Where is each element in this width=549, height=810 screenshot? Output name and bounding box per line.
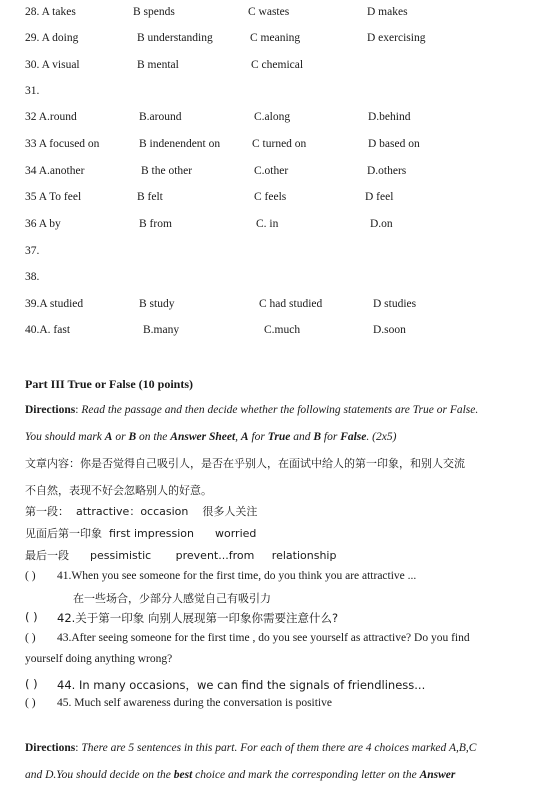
answer-blank[interactable]: ( )	[25, 632, 36, 644]
option-b: B study	[139, 298, 175, 310]
question-text: 42.关于第一印象 向别人展现第一印象你需要注意什么?	[57, 611, 339, 625]
option-b: B.around	[139, 111, 182, 123]
option-n: 40.A. fast	[25, 324, 71, 336]
option-n: 37.	[25, 245, 40, 257]
note-paragraph1: 第一段： attractive：occasion 很多人关注	[25, 505, 258, 518]
question-text: 45. Much self awareness during the conversation is positive	[57, 697, 332, 709]
part3-directions-line2: You should mark A or B on the Answer Sheet, A for True and B for False. (2x5)	[25, 431, 397, 443]
option-c: C.along	[254, 111, 291, 123]
option-d: D studies	[373, 298, 417, 310]
option-n: 32 A.round	[25, 111, 77, 123]
option-b: B from	[139, 218, 172, 230]
option-n: 35 A To feel	[25, 191, 82, 203]
option-b: B understanding	[137, 32, 213, 44]
option-d: D.others	[367, 165, 407, 177]
option-n: 31.	[25, 85, 40, 97]
directions-label: Directions	[25, 742, 76, 754]
option-c: C chemical	[251, 59, 304, 71]
answer-blank[interactable]: ( )	[25, 610, 38, 624]
option-b: B mental	[137, 59, 179, 71]
option-b: B.many	[143, 324, 180, 336]
option-c: C wastes	[248, 6, 290, 18]
option-b: B felt	[137, 191, 163, 203]
option-d: D based on	[368, 138, 420, 150]
question-text: 43.After seeing someone for the first time , do you see yourself as attractive? Do you find	[57, 632, 470, 644]
option-c: C.much	[264, 324, 301, 336]
option-d: D feel	[365, 191, 394, 203]
part3-directions-line1: Directions: Read the passage and then decide whether the following statements are True or False.	[25, 404, 479, 416]
option-c: C turned on	[252, 138, 307, 150]
answer-blank[interactable]: ( )	[25, 697, 36, 709]
option-n: 38.	[25, 271, 40, 283]
answer-blank[interactable]: ( )	[25, 677, 38, 691]
part3-heading: Part III True or False (10 points)	[25, 377, 193, 391]
note-first-impression: 见面后第一印象 first impression worried	[25, 527, 257, 540]
option-c: C.other	[254, 165, 289, 177]
option-n: 39.A studied	[25, 298, 84, 310]
chinese-summary-line2: 不自然，表现不好会忽略别人的好意。	[25, 484, 212, 497]
option-d: D.soon	[373, 324, 406, 336]
answer-blank[interactable]: ( )	[25, 570, 36, 582]
option-n: 29. A doing	[25, 32, 79, 44]
option-c: C had studied	[259, 298, 323, 310]
option-n: 34 A.another	[25, 165, 85, 177]
question-text: 41.When you see someone for the first time, do you think you are attractive ...	[57, 570, 417, 582]
option-n: 28. A takes	[25, 6, 76, 18]
option-b: B indenendent on	[139, 138, 221, 150]
directions-text: There are 5 sentences in this part. For each of them there are 4 choices marked A,B,C	[81, 742, 477, 754]
q41-chinese-note: 在一些场合，少部分人感觉自己有吸引力	[73, 592, 271, 605]
option-n: 30. A visual	[25, 59, 80, 71]
chinese-summary-line1: 文章内容：你是否觉得自己吸引人，是否在乎别人，在面试中给人的第一印象，和别人交流	[25, 457, 465, 470]
option-n: 36 A by	[25, 218, 61, 230]
question-text: 44. In many occasions，we can find the signals of friendliness...	[57, 678, 426, 692]
directions-label: Directions	[25, 404, 76, 416]
option-d: D exercising	[367, 32, 426, 44]
option-b: B the other	[141, 165, 193, 177]
option-d: D.on	[370, 218, 393, 230]
option-d: D.behind	[368, 111, 411, 123]
option-d: D makes	[367, 6, 408, 18]
note-last-paragraph: 最后一段 pessimistic prevent...from relationship	[25, 549, 337, 562]
option-c: C. in	[256, 218, 279, 230]
part4-directions-line1: Directions: There are 5 sentences in this part. For each of them there are 4 choices marked A,B,C	[25, 742, 477, 754]
option-c: C feels	[254, 191, 287, 203]
option-n: 33 A focused on	[25, 138, 100, 150]
directions-text: Read the passage and then decide whether the following statements are True or False.	[81, 404, 479, 416]
part4-directions-line2: and D.You should decide on the best choice and mark the corresponding letter on the Answer	[25, 769, 456, 781]
q43-continuation: yourself doing anything wrong?	[25, 653, 173, 665]
option-c: C meaning	[250, 32, 301, 44]
option-b: B spends	[133, 6, 175, 18]
